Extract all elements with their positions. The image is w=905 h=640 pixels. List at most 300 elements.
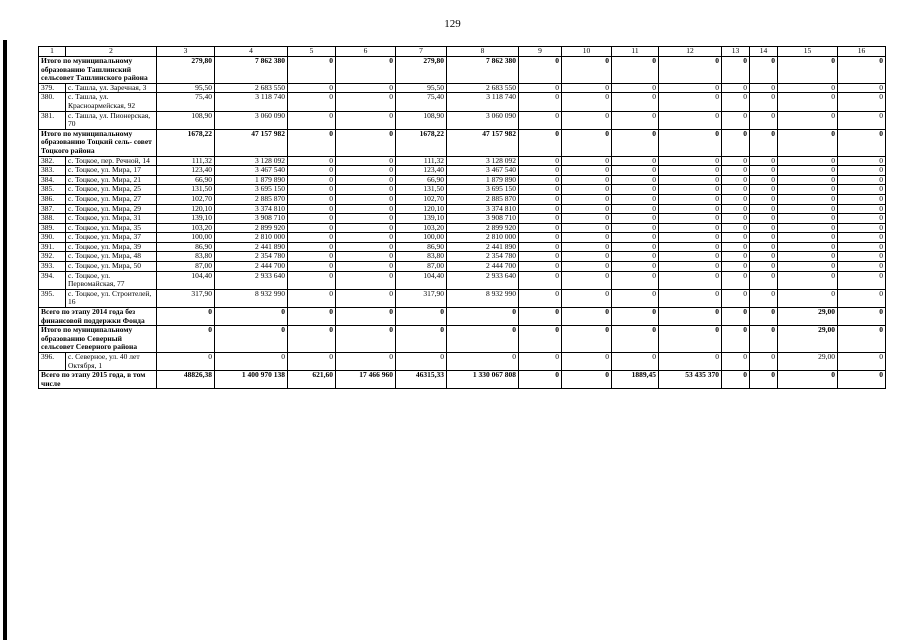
value-cell: 0 [336, 271, 396, 289]
table-row [39, 93, 886, 111]
value-cell: 0 [519, 129, 562, 156]
value-cell: 0 [750, 271, 778, 289]
value-cell: 3 060 090 [447, 111, 519, 129]
value-cell: 0 [519, 214, 562, 224]
value-cell: 0 [750, 233, 778, 243]
value-cell: 2 683 550 [215, 83, 288, 93]
value-cell: 0 [288, 289, 336, 307]
value-cell: 3 128 092 [215, 156, 288, 166]
value-cell: 123,40 [396, 166, 447, 176]
value-cell: 3 695 150 [215, 185, 288, 195]
value-cell: 0 [778, 129, 838, 156]
value-cell: 0 [562, 371, 612, 389]
value-cell: 0 [612, 353, 659, 371]
value-cell: 0 [722, 156, 750, 166]
value-cell: 29,00 [778, 308, 838, 326]
value-cell: 0 [659, 93, 722, 111]
value-cell: 3 908 710 [215, 214, 288, 224]
column-header: 7 [396, 47, 447, 57]
address-cell: с. Ташла, ул. Пионерская, 70 [66, 111, 157, 129]
value-cell: 103,20 [157, 223, 215, 233]
value-cell: 46315,33 [396, 371, 447, 389]
value-cell: 3 128 092 [447, 156, 519, 166]
value-cell: 0 [288, 233, 336, 243]
row-number: 396. [39, 353, 66, 371]
value-cell: 53 435 370 [659, 371, 722, 389]
value-cell: 17 466 960 [336, 371, 396, 389]
value-cell: 0 [838, 252, 886, 262]
value-cell: 2 441 890 [447, 242, 519, 252]
value-cell: 0 [722, 223, 750, 233]
value-cell: 0 [722, 353, 750, 371]
value-cell: 0 [447, 353, 519, 371]
row-label: Всего по этапу 2014 года без финансовой поддержки Фонда [39, 308, 157, 326]
address-cell: с. Тоцкое, ул. Мира, 21 [66, 175, 157, 185]
value-cell: 131,50 [157, 185, 215, 195]
value-cell: 29,00 [778, 353, 838, 371]
table-row [39, 194, 886, 204]
row-number: 382. [39, 156, 66, 166]
value-cell: 0 [336, 129, 396, 156]
value-cell: 0 [750, 289, 778, 307]
address-cell: с. Тоцкое, ул. Мира, 17 [66, 166, 157, 176]
value-cell: 2 899 920 [215, 223, 288, 233]
value-cell: 0 [838, 57, 886, 84]
value-cell: 120,10 [396, 204, 447, 214]
value-cell: 0 [838, 111, 886, 129]
value-cell: 0 [778, 223, 838, 233]
value-cell: 0 [778, 289, 838, 307]
value-cell: 0 [722, 57, 750, 84]
value-cell: 2 444 700 [215, 262, 288, 272]
value-cell: 0 [519, 194, 562, 204]
table-row [39, 289, 886, 307]
value-cell: 0 [612, 233, 659, 243]
value-cell: 0 [722, 129, 750, 156]
address-cell: с. Ташла, ул. Заречная, 3 [66, 83, 157, 93]
value-cell: 0 [562, 223, 612, 233]
value-cell: 0 [722, 111, 750, 129]
value-cell: 1 879 890 [215, 175, 288, 185]
subtotal-row [39, 57, 886, 84]
value-cell: 0 [838, 129, 886, 156]
column-header: 16 [838, 47, 886, 57]
row-number: 388. [39, 214, 66, 224]
value-cell: 0 [336, 326, 396, 353]
value-cell: 0 [336, 252, 396, 262]
value-cell: 0 [722, 252, 750, 262]
value-cell: 95,50 [157, 83, 215, 93]
value-cell: 0 [336, 111, 396, 129]
value-cell: 0 [778, 233, 838, 243]
value-cell: 0 [519, 175, 562, 185]
value-cell: 279,80 [157, 57, 215, 84]
value-cell: 0 [750, 129, 778, 156]
value-cell: 0 [288, 242, 336, 252]
value-cell: 0 [778, 271, 838, 289]
value-cell: 111,32 [157, 156, 215, 166]
value-cell: 0 [778, 156, 838, 166]
value-cell: 0 [838, 204, 886, 214]
column-header: 1 [39, 47, 66, 57]
value-cell: 0 [519, 371, 562, 389]
value-cell: 29,00 [778, 326, 838, 353]
value-cell: 0 [659, 252, 722, 262]
value-cell: 0 [612, 129, 659, 156]
value-cell: 0 [612, 194, 659, 204]
table-row [39, 223, 886, 233]
value-cell: 0 [659, 353, 722, 371]
value-cell: 0 [750, 166, 778, 176]
value-cell: 0 [612, 156, 659, 166]
value-cell: 0 [336, 233, 396, 243]
value-cell: 0 [336, 93, 396, 111]
value-cell: 47 157 982 [215, 129, 288, 156]
column-header: 14 [750, 47, 778, 57]
value-cell: 1 400 970 138 [215, 371, 288, 389]
value-cell: 0 [778, 242, 838, 252]
table-row [39, 271, 886, 289]
column-number-row [39, 47, 886, 57]
value-cell: 0 [157, 353, 215, 371]
row-number: 395. [39, 289, 66, 307]
value-cell: 0 [778, 185, 838, 195]
value-cell: 0 [562, 166, 612, 176]
value-cell: 0 [659, 185, 722, 195]
table-row [39, 156, 886, 166]
value-cell: 123,40 [157, 166, 215, 176]
value-cell: 0 [336, 194, 396, 204]
value-cell: 0 [750, 57, 778, 84]
value-cell: 0 [750, 214, 778, 224]
value-cell: 3 374 810 [215, 204, 288, 214]
row-number: 387. [39, 204, 66, 214]
value-cell: 0 [750, 175, 778, 185]
value-cell: 0 [722, 83, 750, 93]
column-header: 3 [157, 47, 215, 57]
value-cell: 0 [519, 166, 562, 176]
table-row [39, 252, 886, 262]
address-cell: с. Тоцкое, ул. Мира, 35 [66, 223, 157, 233]
value-cell: 0 [215, 353, 288, 371]
subtotal-row [39, 326, 886, 353]
value-cell: 0 [838, 353, 886, 371]
value-cell: 0 [838, 175, 886, 185]
value-cell: 7 862 380 [447, 57, 519, 84]
value-cell: 0 [659, 83, 722, 93]
value-cell: 0 [722, 214, 750, 224]
value-cell: 0 [659, 111, 722, 129]
value-cell: 0 [288, 57, 336, 84]
value-cell: 0 [562, 204, 612, 214]
value-cell: 0 [750, 371, 778, 389]
value-cell: 0 [778, 262, 838, 272]
value-cell: 0 [722, 271, 750, 289]
value-cell: 0 [336, 289, 396, 307]
row-number: 381. [39, 111, 66, 129]
value-cell: 108,90 [396, 111, 447, 129]
value-cell: 1 879 890 [447, 175, 519, 185]
value-cell: 0 [612, 262, 659, 272]
value-cell: 0 [612, 166, 659, 176]
value-cell: 0 [519, 57, 562, 84]
row-number: 383. [39, 166, 66, 176]
value-cell: 0 [562, 57, 612, 84]
value-cell: 0 [750, 262, 778, 272]
value-cell: 0 [562, 326, 612, 353]
value-cell: 0 [336, 242, 396, 252]
value-cell: 3 908 710 [447, 214, 519, 224]
value-cell: 0 [778, 194, 838, 204]
value-cell: 0 [659, 129, 722, 156]
address-cell: с. Северное, ул. 40 лет Октября, 1 [66, 353, 157, 371]
value-cell: 100,00 [157, 233, 215, 243]
value-cell: 87,00 [157, 262, 215, 272]
value-cell: 2 885 870 [215, 194, 288, 204]
value-cell: 0 [288, 262, 336, 272]
value-cell: 83,80 [396, 252, 447, 262]
value-cell: 0 [562, 185, 612, 195]
value-cell: 66,90 [396, 175, 447, 185]
value-cell: 0 [722, 93, 750, 111]
housing-program-table [38, 46, 886, 389]
value-cell: 0 [612, 93, 659, 111]
value-cell: 0 [659, 156, 722, 166]
value-cell: 0 [659, 214, 722, 224]
address-cell: с. Тоцкое, ул. Мира, 48 [66, 252, 157, 262]
table-row [39, 83, 886, 93]
value-cell: 2 444 700 [447, 262, 519, 272]
value-cell: 0 [750, 308, 778, 326]
value-cell: 111,32 [396, 156, 447, 166]
value-cell: 0 [288, 271, 336, 289]
table-row [39, 214, 886, 224]
value-cell: 0 [288, 93, 336, 111]
row-number: 389. [39, 223, 66, 233]
value-cell: 0 [562, 308, 612, 326]
value-cell: 0 [612, 289, 659, 307]
value-cell: 0 [157, 308, 215, 326]
column-header: 8 [447, 47, 519, 57]
value-cell: 2 441 890 [215, 242, 288, 252]
row-number: 394. [39, 271, 66, 289]
value-cell: 0 [336, 223, 396, 233]
value-cell: 0 [659, 262, 722, 272]
address-cell: с. Тоцкое, ул. Мира, 25 [66, 185, 157, 195]
value-cell: 279,80 [396, 57, 447, 84]
value-cell: 0 [612, 308, 659, 326]
value-cell: 0 [778, 57, 838, 84]
column-header: 13 [722, 47, 750, 57]
address-cell: с. Тоцкое, ул. Мира, 39 [66, 242, 157, 252]
address-cell: с. Тоцкое, ул. Первомайская, 77 [66, 271, 157, 289]
value-cell: 0 [838, 289, 886, 307]
value-cell: 2 354 780 [215, 252, 288, 262]
value-cell: 102,70 [396, 194, 447, 204]
value-cell: 0 [519, 111, 562, 129]
row-number: 393. [39, 262, 66, 272]
value-cell: 1678,22 [157, 129, 215, 156]
value-cell: 0 [612, 175, 659, 185]
value-cell: 0 [659, 57, 722, 84]
value-cell: 0 [288, 185, 336, 195]
value-cell: 0 [336, 262, 396, 272]
value-cell: 0 [612, 326, 659, 353]
value-cell: 0 [838, 93, 886, 111]
value-cell: 3 118 740 [215, 93, 288, 111]
value-cell: 0 [562, 289, 612, 307]
value-cell: 0 [750, 353, 778, 371]
value-cell: 0 [288, 111, 336, 129]
value-cell: 0 [722, 326, 750, 353]
column-header: 11 [612, 47, 659, 57]
value-cell: 139,10 [396, 214, 447, 224]
value-cell: 0 [288, 156, 336, 166]
value-cell: 0 [722, 166, 750, 176]
row-label: Итого по муниципальному образованию Тоцкий сель- совет Тоцкого района [39, 129, 157, 156]
value-cell: 0 [519, 223, 562, 233]
value-cell: 0 [838, 156, 886, 166]
row-number: 379. [39, 83, 66, 93]
value-cell: 0 [288, 326, 336, 353]
value-cell: 0 [659, 166, 722, 176]
table-row [39, 242, 886, 252]
value-cell: 0 [288, 166, 336, 176]
value-cell: 3 467 540 [447, 166, 519, 176]
value-cell: 0 [396, 353, 447, 371]
row-label: Итого по муниципальному образованию Северный сельсовет Северного района [39, 326, 157, 353]
column-header: 4 [215, 47, 288, 57]
value-cell: 139,10 [157, 214, 215, 224]
value-cell: 0 [838, 371, 886, 389]
value-cell: 0 [562, 129, 612, 156]
row-number: 384. [39, 175, 66, 185]
column-header: 12 [659, 47, 722, 57]
value-cell: 0 [562, 156, 612, 166]
value-cell: 1678,22 [396, 129, 447, 156]
value-cell: 0 [778, 204, 838, 214]
value-cell: 0 [722, 262, 750, 272]
value-cell: 0 [778, 214, 838, 224]
value-cell: 0 [288, 194, 336, 204]
binding-edge-bar [3, 40, 7, 640]
value-cell: 1 330 067 808 [447, 371, 519, 389]
table-row [39, 353, 886, 371]
value-cell: 0 [519, 233, 562, 243]
address-cell: с. Тоцкое, ул. Мира, 37 [66, 233, 157, 243]
value-cell: 0 [722, 204, 750, 214]
value-cell: 75,40 [396, 93, 447, 111]
value-cell: 2 899 920 [447, 223, 519, 233]
value-cell: 0 [519, 271, 562, 289]
value-cell: 0 [519, 289, 562, 307]
column-header: 15 [778, 47, 838, 57]
table-row [39, 185, 886, 195]
value-cell: 3 374 810 [447, 204, 519, 214]
value-cell: 0 [750, 111, 778, 129]
table-row [39, 166, 886, 176]
value-cell: 0 [659, 271, 722, 289]
value-cell: 3 467 540 [215, 166, 288, 176]
value-cell: 0 [336, 185, 396, 195]
value-cell: 0 [722, 371, 750, 389]
value-cell: 0 [336, 57, 396, 84]
value-cell: 0 [519, 83, 562, 93]
value-cell: 0 [838, 166, 886, 176]
table-row [39, 175, 886, 185]
address-cell: с. Тоцкое, ул. Мира, 27 [66, 194, 157, 204]
value-cell: 0 [778, 166, 838, 176]
value-cell: 0 [722, 289, 750, 307]
value-cell: 0 [750, 156, 778, 166]
subtotal-row [39, 129, 886, 156]
value-cell: 0 [750, 83, 778, 93]
value-cell: 0 [612, 252, 659, 262]
value-cell: 0 [778, 83, 838, 93]
address-cell: с. Тоцкое, ул. Мира, 29 [66, 204, 157, 214]
value-cell: 0 [288, 204, 336, 214]
value-cell: 0 [750, 185, 778, 195]
value-cell: 103,20 [396, 223, 447, 233]
value-cell: 0 [288, 308, 336, 326]
value-cell: 0 [288, 353, 336, 371]
value-cell: 0 [288, 214, 336, 224]
value-cell: 0 [750, 93, 778, 111]
value-cell: 0 [215, 308, 288, 326]
value-cell: 0 [519, 308, 562, 326]
value-cell: 0 [157, 326, 215, 353]
value-cell: 108,90 [157, 111, 215, 129]
value-cell: 0 [562, 252, 612, 262]
value-cell: 0 [336, 175, 396, 185]
value-cell: 0 [722, 233, 750, 243]
value-cell: 120,10 [157, 204, 215, 214]
table-row [39, 262, 886, 272]
value-cell: 0 [838, 83, 886, 93]
value-cell: 95,50 [396, 83, 447, 93]
value-cell: 0 [288, 252, 336, 262]
row-number: 386. [39, 194, 66, 204]
value-cell: 2 885 870 [447, 194, 519, 204]
value-cell: 0 [519, 326, 562, 353]
value-cell: 0 [519, 204, 562, 214]
value-cell: 0 [562, 271, 612, 289]
value-cell: 0 [396, 308, 447, 326]
value-cell: 104,40 [157, 271, 215, 289]
value-cell: 0 [778, 371, 838, 389]
value-cell: 8 932 990 [215, 289, 288, 307]
value-cell: 0 [612, 242, 659, 252]
table-row [39, 204, 886, 214]
row-number: 380. [39, 93, 66, 111]
value-cell: 0 [288, 129, 336, 156]
value-cell: 0 [562, 262, 612, 272]
value-cell: 87,00 [396, 262, 447, 272]
value-cell: 0 [336, 214, 396, 224]
value-cell: 86,90 [396, 242, 447, 252]
value-cell: 317,90 [396, 289, 447, 307]
value-cell: 7 862 380 [215, 57, 288, 84]
column-header: 5 [288, 47, 336, 57]
value-cell: 0 [336, 83, 396, 93]
value-cell: 0 [612, 204, 659, 214]
value-cell: 0 [562, 83, 612, 93]
value-cell: 0 [750, 194, 778, 204]
column-header: 2 [66, 47, 157, 57]
table-row [39, 111, 886, 129]
value-cell: 0 [519, 242, 562, 252]
value-cell: 0 [519, 252, 562, 262]
